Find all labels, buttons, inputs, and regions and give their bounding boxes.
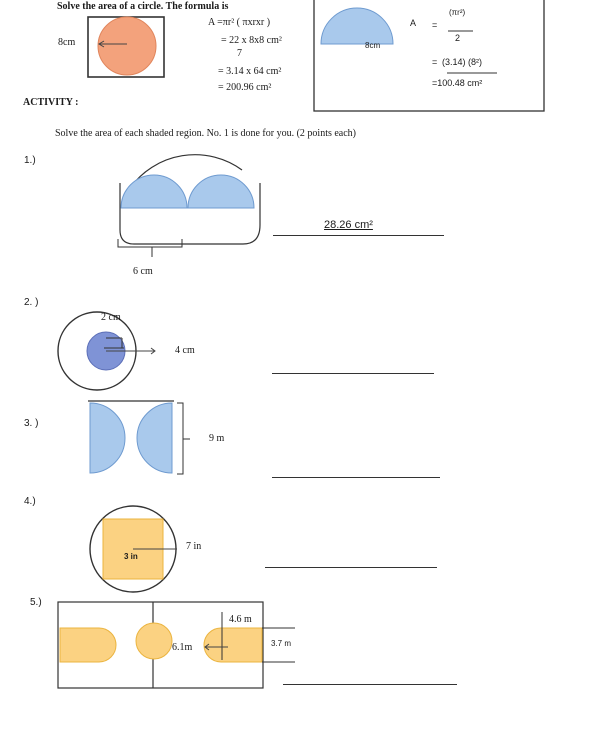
example-formula-step2: =100.48 cm² — [432, 78, 483, 88]
intro-title: Solve the area of a circle. The formula is — [57, 1, 229, 12]
example-formula-denominator: 2 — [455, 33, 461, 43]
example-formula-numerator: (πr²) — [449, 8, 466, 17]
problem-3-figure — [88, 401, 190, 474]
problem-3-half-circle-left — [90, 403, 125, 473]
problem-2-figure — [58, 312, 155, 390]
problem-3-half-circle-right — [137, 403, 172, 473]
problem-5-number: 5.) — [30, 597, 42, 608]
example-label-8cm: 8cm — [58, 37, 76, 48]
example-formula-step1-eq: = — [432, 57, 438, 67]
example-semicircle-label: 8cm — [365, 41, 381, 50]
problem-2-answer-line — [272, 373, 434, 374]
problem-1-figure — [118, 155, 260, 257]
problem-5-label-4-6m: 4.6 m — [229, 614, 252, 625]
problem-1-number: 1.) — [24, 155, 36, 166]
example-formula-lhs: A — [410, 18, 417, 28]
problem-3-answer-line — [272, 477, 440, 478]
problem-5-shape-right — [204, 628, 262, 662]
problem-5-label-6-1m: 6.1m — [172, 642, 193, 653]
problem-2-number: 2. ) — [24, 297, 39, 308]
formula-line-1: A =πr² ( πxrxr ) — [208, 17, 271, 28]
problem-4-label-3in: 3 in — [124, 552, 138, 561]
problem-2-label-2cm: 2 cm — [101, 312, 121, 323]
formula-line-2-denominator: 7 — [237, 48, 242, 59]
problem-4-figure — [90, 506, 177, 592]
problem-4-answer-line — [265, 567, 437, 568]
activity-heading: ACTIVITY : — [23, 97, 79, 108]
example-formula-eq: = — [432, 20, 438, 30]
problem-4-label-7in: 7 in — [186, 541, 202, 552]
problem-1-label-6cm: 6 cm — [133, 266, 153, 277]
problem-1-answer-line — [273, 235, 444, 236]
problem-2-label-4cm: 4 cm — [175, 345, 195, 356]
formula-line-4: = 200.96 cm² — [218, 82, 272, 93]
example-formula-step1: (3.14) (8²) — [442, 57, 483, 67]
problem-3-number: 3. ) — [24, 418, 39, 429]
activity-instruction: Solve the area of each shaded region. No. 1 is done for you. (2 points each) — [55, 128, 357, 139]
problem-1-semicircle-right — [188, 175, 254, 208]
problem-1-semicircle-left — [121, 175, 187, 208]
problem-1-answer: 28.26 cm² — [324, 219, 373, 231]
problem-5-label-3-7m: 3.7 m — [271, 639, 292, 648]
problem-5-shape-left — [60, 628, 116, 662]
problem-5-answer-line — [283, 684, 457, 685]
formula-line-3: = 3.14 x 64 cm² — [218, 66, 282, 77]
problem-5-circle — [136, 623, 172, 659]
formula-line-2: = 22 x 8x8 cm² — [221, 35, 282, 46]
problem-3-label-9m: 9 m — [209, 433, 225, 444]
problem-4-number: 4.) — [24, 496, 36, 507]
